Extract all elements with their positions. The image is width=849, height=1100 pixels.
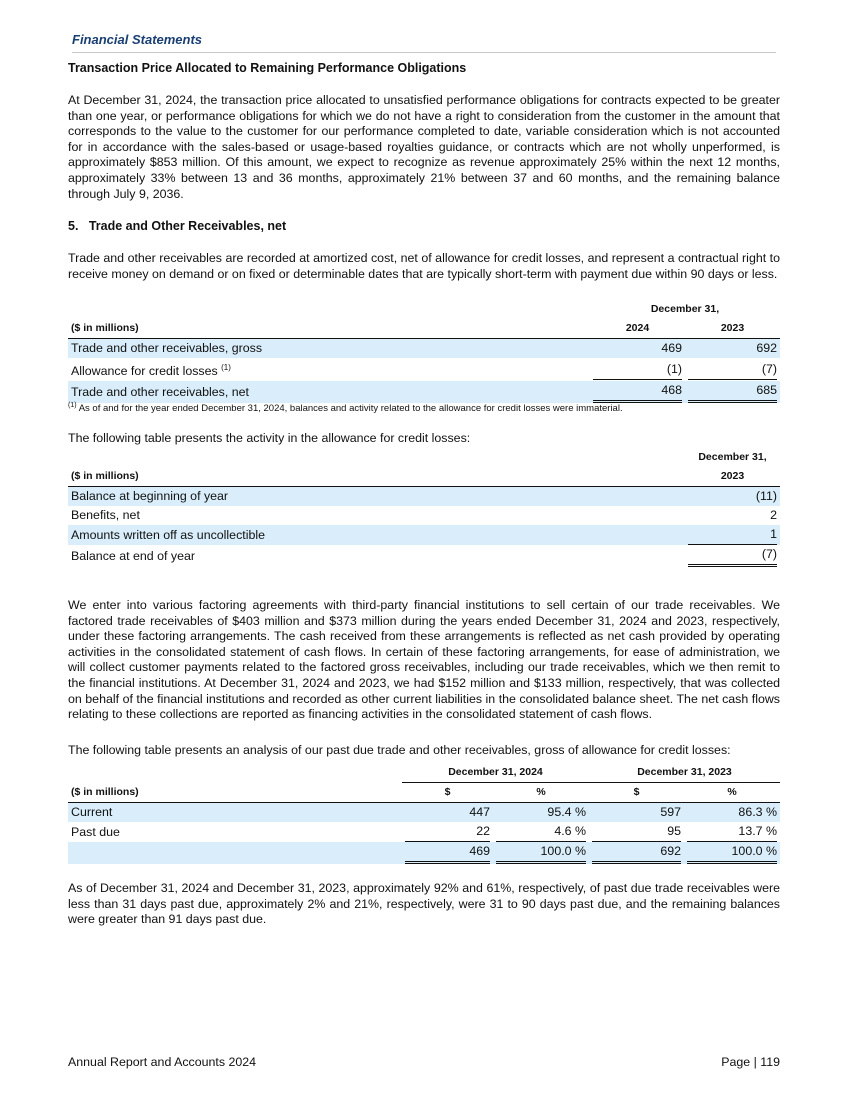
col-dollar-2024: $: [402, 783, 493, 803]
col-pct-2023: %: [684, 783, 780, 803]
group-header-2024: December 31, 2024: [402, 763, 589, 783]
group-header-2023: December 31, 2023: [589, 763, 780, 783]
footer-report-title: Annual Report and Accounts 2024: [68, 1055, 257, 1069]
col-header-2023: 2023: [685, 467, 780, 487]
table-row: Allowance for credit losses $^{(1)}$ (1) (7): [71, 361, 777, 379]
section-title: Financial Statements: [72, 32, 203, 47]
table-row: Balance at beginning of year (11): [68, 487, 780, 507]
period-header: December 31,: [698, 451, 767, 463]
page-number: Page | 119: [721, 1055, 780, 1069]
col-header-2024: 2024: [590, 319, 685, 339]
factoring-paragraph: We enter into various factoring agreements with third-party financial institutions to sell certain of our trade receivables. We factored trade receivables of $403 million and $373 million during the years ended December 31, 2024 and 2023, respectively, under these factoring arrangements. The cash received from these arrangements is reflected as net cash provided by operating activities in the consolidated statement of cash flows. In certain of these factoring arrangements, for ease of administration, we will collect customer payments related to the factored gross receivables, including our trade receivables, which we then remit to the financial institutions. At December 31, 2024 and 2023, we had $152 million and $133 million, respectively, that was collected on behalf of the financial institutions and recorded as other current liabilities in the consolidated balance sheet. The net cash flows relating to these collections are reported as financing activities in the consolidated statement of cash flows.: [68, 598, 780, 722]
table-row: Past due 22 4.6 % 95 13.7 %: [68, 822, 780, 842]
running-header: [72, 32, 776, 53]
col-header-2023: 2023: [685, 319, 780, 339]
period-header: December 31,: [650, 303, 720, 315]
table-row: Amounts written off as uncollectible 1: [68, 525, 780, 545]
table-row: Benefits, net 2: [71, 508, 777, 522]
past-due-intro: The following table presents an analysis of our past due trade and other receivables, gross of allowance for credit losses:: [68, 743, 731, 757]
receivables-table: [68, 300, 780, 403]
allowance-table: [68, 448, 780, 567]
col-dollar-2023: $: [589, 783, 684, 803]
table-row-total: 469 100.0 % 692 100.0 %: [68, 842, 780, 864]
allowance-intro: The following table presents the activity in the allowance for credit losses:: [68, 431, 471, 445]
unit-label: ($ in millions): [68, 783, 402, 803]
col-pct-2024: %: [493, 783, 589, 803]
past-due-table: [68, 763, 780, 864]
unit-label: ($ in millions): [68, 467, 685, 487]
rpo-paragraph: At December 31, 2024, the transaction price allocated to unsatisfied performance obligations for contracts expected to be greater than one year, or performance obligations for which we do not have a right to consideration from the customer in the amount that corresponds to the value to the customer for our performance completed to date, variable consideration which is not accounted for in accordance with the sales-based or usage-based royalties guidance, or contracts which are not wholly unperformed, is approximately $853 million. Of this amount, we expect to recognize as revenue approximately 25% within the next 12 months, approximately 33% between 13 and 36 months, approximately 21% between 37 and 60 months, and the remaining balance through July 9, 2036.: [68, 93, 780, 201]
footnote: $^{(1)}$ As of and for the year ended December 31, 2024, balances and activity related to the allowance for credit losses were immaterial.: [68, 402, 623, 415]
receivables-intro: Trade and other receivables are recorded at amortized cost, net of allowance for credit losses, and represent a contractual right to receive money on demand or on fixed or determinable dates that are typically short-term with payment due within 90 days or less.: [68, 251, 780, 281]
page-footer: [68, 1055, 780, 1069]
table-row: Trade and other receivables, net 468 685: [68, 381, 780, 403]
section-heading: 5. Trade and Other Receivables, net: [68, 219, 287, 233]
rpo-heading: Transaction Price Allocated to Remaining Performance Obligations: [68, 61, 467, 75]
closing-paragraph: As of December 31, 2024 and December 31, 2023, approximately 92% and 61%, respectively, of past due trade receivables were less than 31 days past due, approximately 2% and 21%, respectively, were 31 to 90 days past due, and the remaining balances were greater than 91 days past due.: [68, 881, 780, 927]
table-row: Balance at end of year (7): [68, 545, 780, 567]
unit-label: ($ in millions): [68, 319, 590, 339]
table-row: Trade and other receivables, gross 469 692: [68, 339, 780, 359]
table-row: Current 447 95.4 % 597 86.3 %: [68, 803, 780, 823]
